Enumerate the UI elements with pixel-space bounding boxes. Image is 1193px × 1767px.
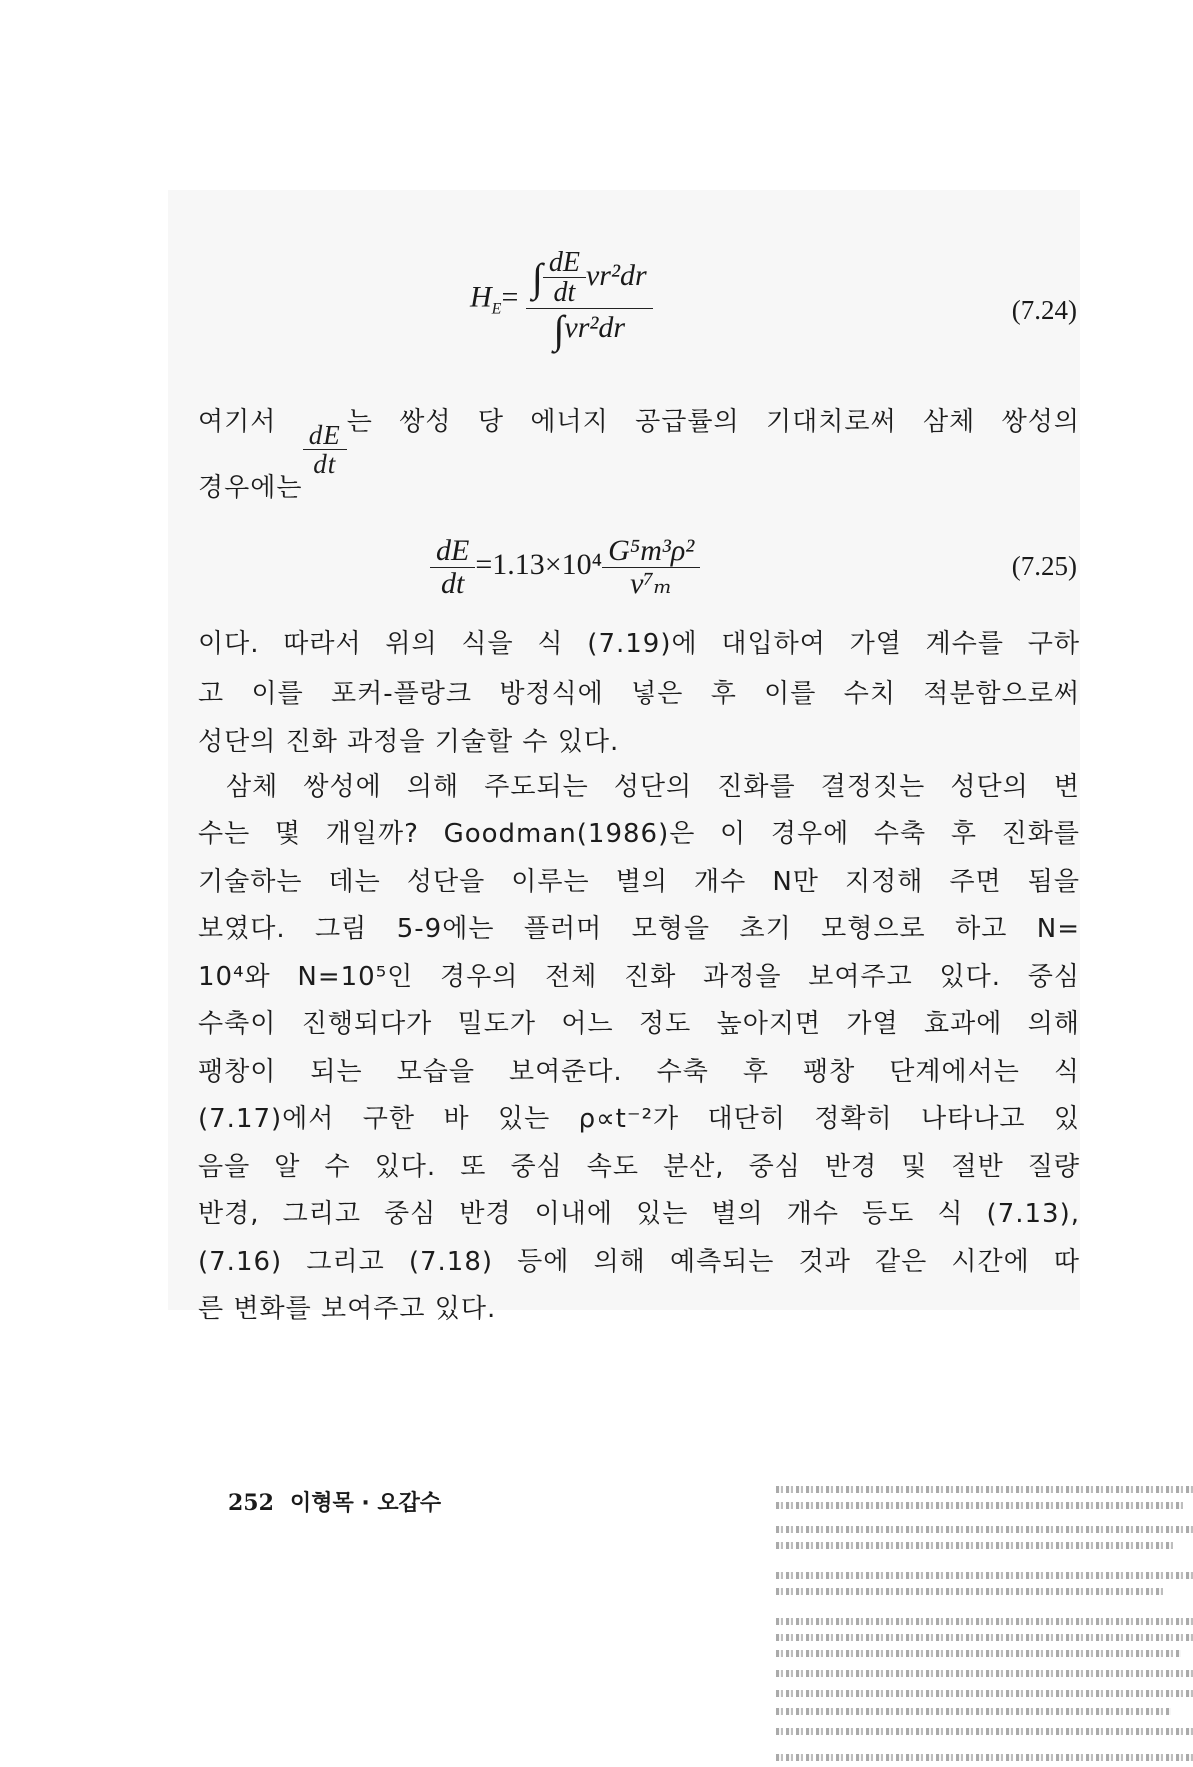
paragraph-line: 삼체 쌍성에 의해 주도되는 성단의 진화를 결정짓는 성단의 변 xyxy=(226,772,1080,802)
eq-724-denominator: vr²dr xyxy=(564,310,626,344)
paragraph-line: 팽창이 되는 모습을 보여준다. 수축 후 팽창 단계에서는 식 xyxy=(198,1057,1080,1087)
eq-724-numerator-tail: vr²dr xyxy=(585,258,647,292)
paragraph-line: 성단의 진화 과정을 기술할 수 있다. xyxy=(198,727,620,757)
paragraph-line: 른 변화를 보여주고 있다. xyxy=(198,1294,497,1324)
paragraph-line: 수는 몇 개일까? Goodman(1986)은 이 경우에 수축 후 진화를 xyxy=(198,819,1080,849)
paragraph-line: 10⁴와 N=10⁵인 경우의 전체 진화 과정을 보여주고 있다. 중심 xyxy=(198,962,1080,992)
equation-7-24 xyxy=(470,248,653,351)
page-footer xyxy=(228,1486,441,1517)
paragraph-line: (7.16) 그리고 (7.18) 등에 의해 예측되는 것과 같은 시간에 따 xyxy=(198,1247,1080,1277)
paragraph-line: 보였다. 그림 5-9에는 플러머 모형을 초기 모형으로 하고 N= xyxy=(198,914,1080,944)
eq-lhs-subscript: E xyxy=(491,300,502,318)
text-segment: 여기서 xyxy=(198,407,277,437)
paragraph-line: (7.17)에서 구한 바 있는 ρ∝t⁻²가 대단히 정확히 나타나고 있 xyxy=(198,1104,1080,1134)
eq-725-coefficient: =1.13×10⁴ xyxy=(475,547,603,581)
eq-lhs: H xyxy=(470,280,492,314)
author-names: 이형목 · 오갑수 xyxy=(289,1491,442,1516)
paragraph-line: 음을 알 수 있다. 또 중심 속도 분산, 중심 반경 및 절반 질량 xyxy=(198,1152,1080,1182)
equation-number-7-25: (7.25) xyxy=(1011,551,1077,581)
eq-725-rhs-numerator: G⁵m³ρ² xyxy=(602,535,700,568)
text-segment: 는 쌍성 당 에너지 공급률의 기대치로써 삼체 쌍성의 xyxy=(346,407,1080,437)
equation-number-7-24: (7.24) xyxy=(1011,295,1077,325)
integral-sign: ∫ xyxy=(553,306,565,352)
eq-724-fraction xyxy=(526,248,653,351)
inline-frac-num: dE xyxy=(303,421,347,450)
paragraph-line: 반경, 그리고 중심 반경 이내에 있는 별의 개수 등도 식 (7.13), xyxy=(198,1199,1080,1229)
paragraph-line: 경우에는 xyxy=(198,473,303,503)
dt-denominator: dt xyxy=(553,277,576,309)
paragraph-line: 고 이를 포커-플랑크 방정식에 넣은 후 이를 수치 적분함으로써 xyxy=(198,679,1080,709)
page-number: 252 xyxy=(228,1490,274,1516)
paragraph-line: 이다. 따라서 위의 식을 식 (7.19)에 대입하여 가열 계수를 구하 xyxy=(198,629,1080,659)
inline-frac-den: dt xyxy=(313,449,337,480)
de-numerator: dE xyxy=(430,535,475,568)
eq-sign: = xyxy=(501,280,519,314)
de-numerator: dE xyxy=(543,248,586,278)
dt-denominator: dt xyxy=(440,566,465,600)
eq-725-rhs-denominator: v⁷ₘ xyxy=(630,566,673,600)
integral-sign: ∫ xyxy=(531,254,543,300)
paragraph-line: 수축이 진행되다가 밀도가 어느 정도 높아지면 가열 효과에 의해 xyxy=(198,1009,1080,1039)
equation-7-25 xyxy=(430,535,700,599)
scan-bleed-through xyxy=(776,1480,1193,1767)
paragraph-line: 기술하는 데는 성단을 이루는 별의 개수 N만 지정해 주면 됨을 xyxy=(198,867,1080,897)
